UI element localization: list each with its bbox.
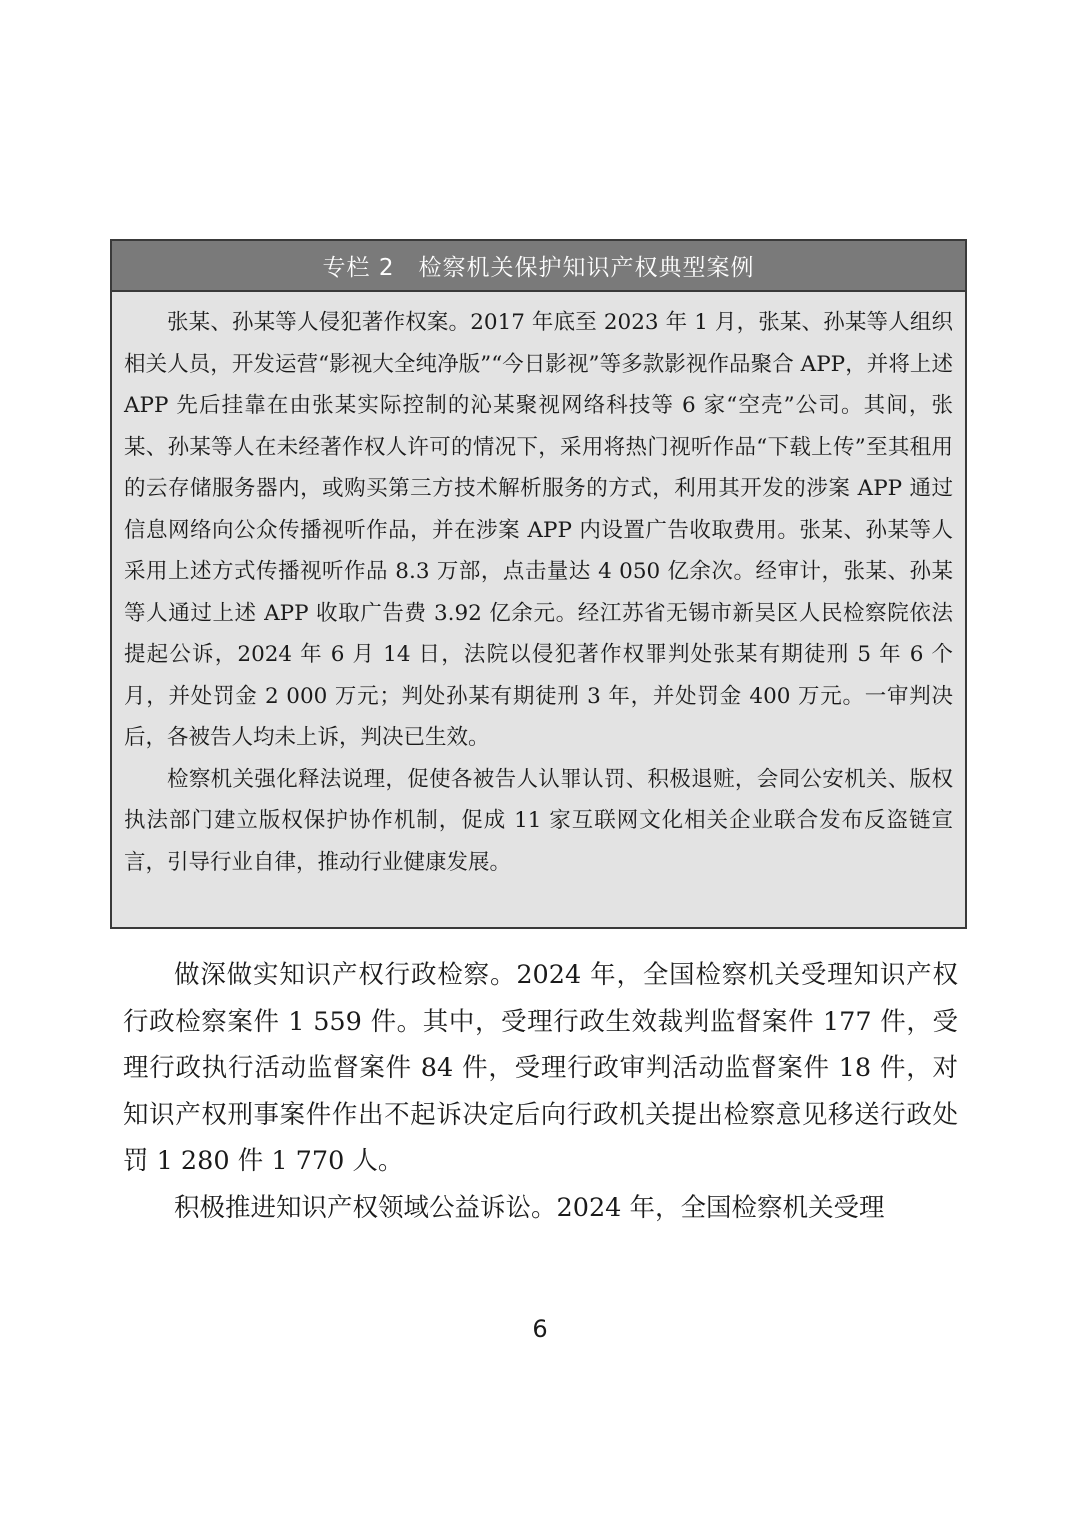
- body-paragraph-public-interest: 积极推进知识产权领域公益诉讼。2024 年，全国检察机关受理: [174, 1192, 885, 1223]
- body-paragraph-administrative: 做深做实知识产权行政检察。2024 年，全国检察机关受理知识产权行政检察案件 1 559 件。其中，受理行政生效裁判监督案件 177 件，受理行政执行活动监督案件 84 件，受理行政审判活动监督案件 18 件，对知识产权刑事案件作出不起诉决定后向行政机关提出检察意见移送行政处罚 1 280 件 1 770 人。: [123, 960, 958, 1176]
- sidebar-paragraph-case: 张某、孙某等人侵犯著作权案。2017 年底至 2023 年 1 月，张某、孙某等人组织相关人员，开发运营“影视大全纯净版”“今日影视”等多款影视作品聚合 APP，并将上述 APP 先后挂靠在由张某实际控制的沁某聚视网络科技等 6 家“空壳”公司。其间，张某、孙某等人在未经著作权人许可的情况下，采用将热门视听作品“下载上传”至其租用的云存储服务器内，或购买第三方技术解析服务的方式，利用其开发的涉案 APP 通过信息网络向公众传播视听作品，并在涉案 APP 内设置广告收取费用。张某、孙某等人采用上述方式传播视听作品 8.3 万部，点击量达 4 050 亿余次。经审计，张某、孙某等人通过上述 APP 收取广告费 3.92 亿余元。经江苏省无锡市新吴区人民检察院依法提起公诉，2024 年 6 月 14 日，法院以侵犯著作权罪判处张某有期徒刑 5 年 6 个月，并处罚金 2 000 万元；判处孙某有期徒刑 3 年，并处罚金 400 万元。一审判决后，各被告人均未上诉，判决已生效。: [124, 310, 953, 750]
- sidebar-title: 专栏 2 检察机关保护知识产权典型案例: [112, 241, 965, 292]
- page-number: 6: [532, 1315, 548, 1343]
- sidebar-paragraph-outcome: 检察机关强化释法说理，促使各被告人认罪认罚、积极退赃，会同公安机关、版权执法部门建立版权保护协作机制，促成 11 家互联网文化相关企业联合发布反盗链宣言，引导行业自律，推动行业健康发展。: [124, 766, 953, 875]
- main-body-text: [123, 952, 958, 1231]
- case-sidebar-box: [110, 239, 967, 929]
- sidebar-body: [112, 292, 965, 883]
